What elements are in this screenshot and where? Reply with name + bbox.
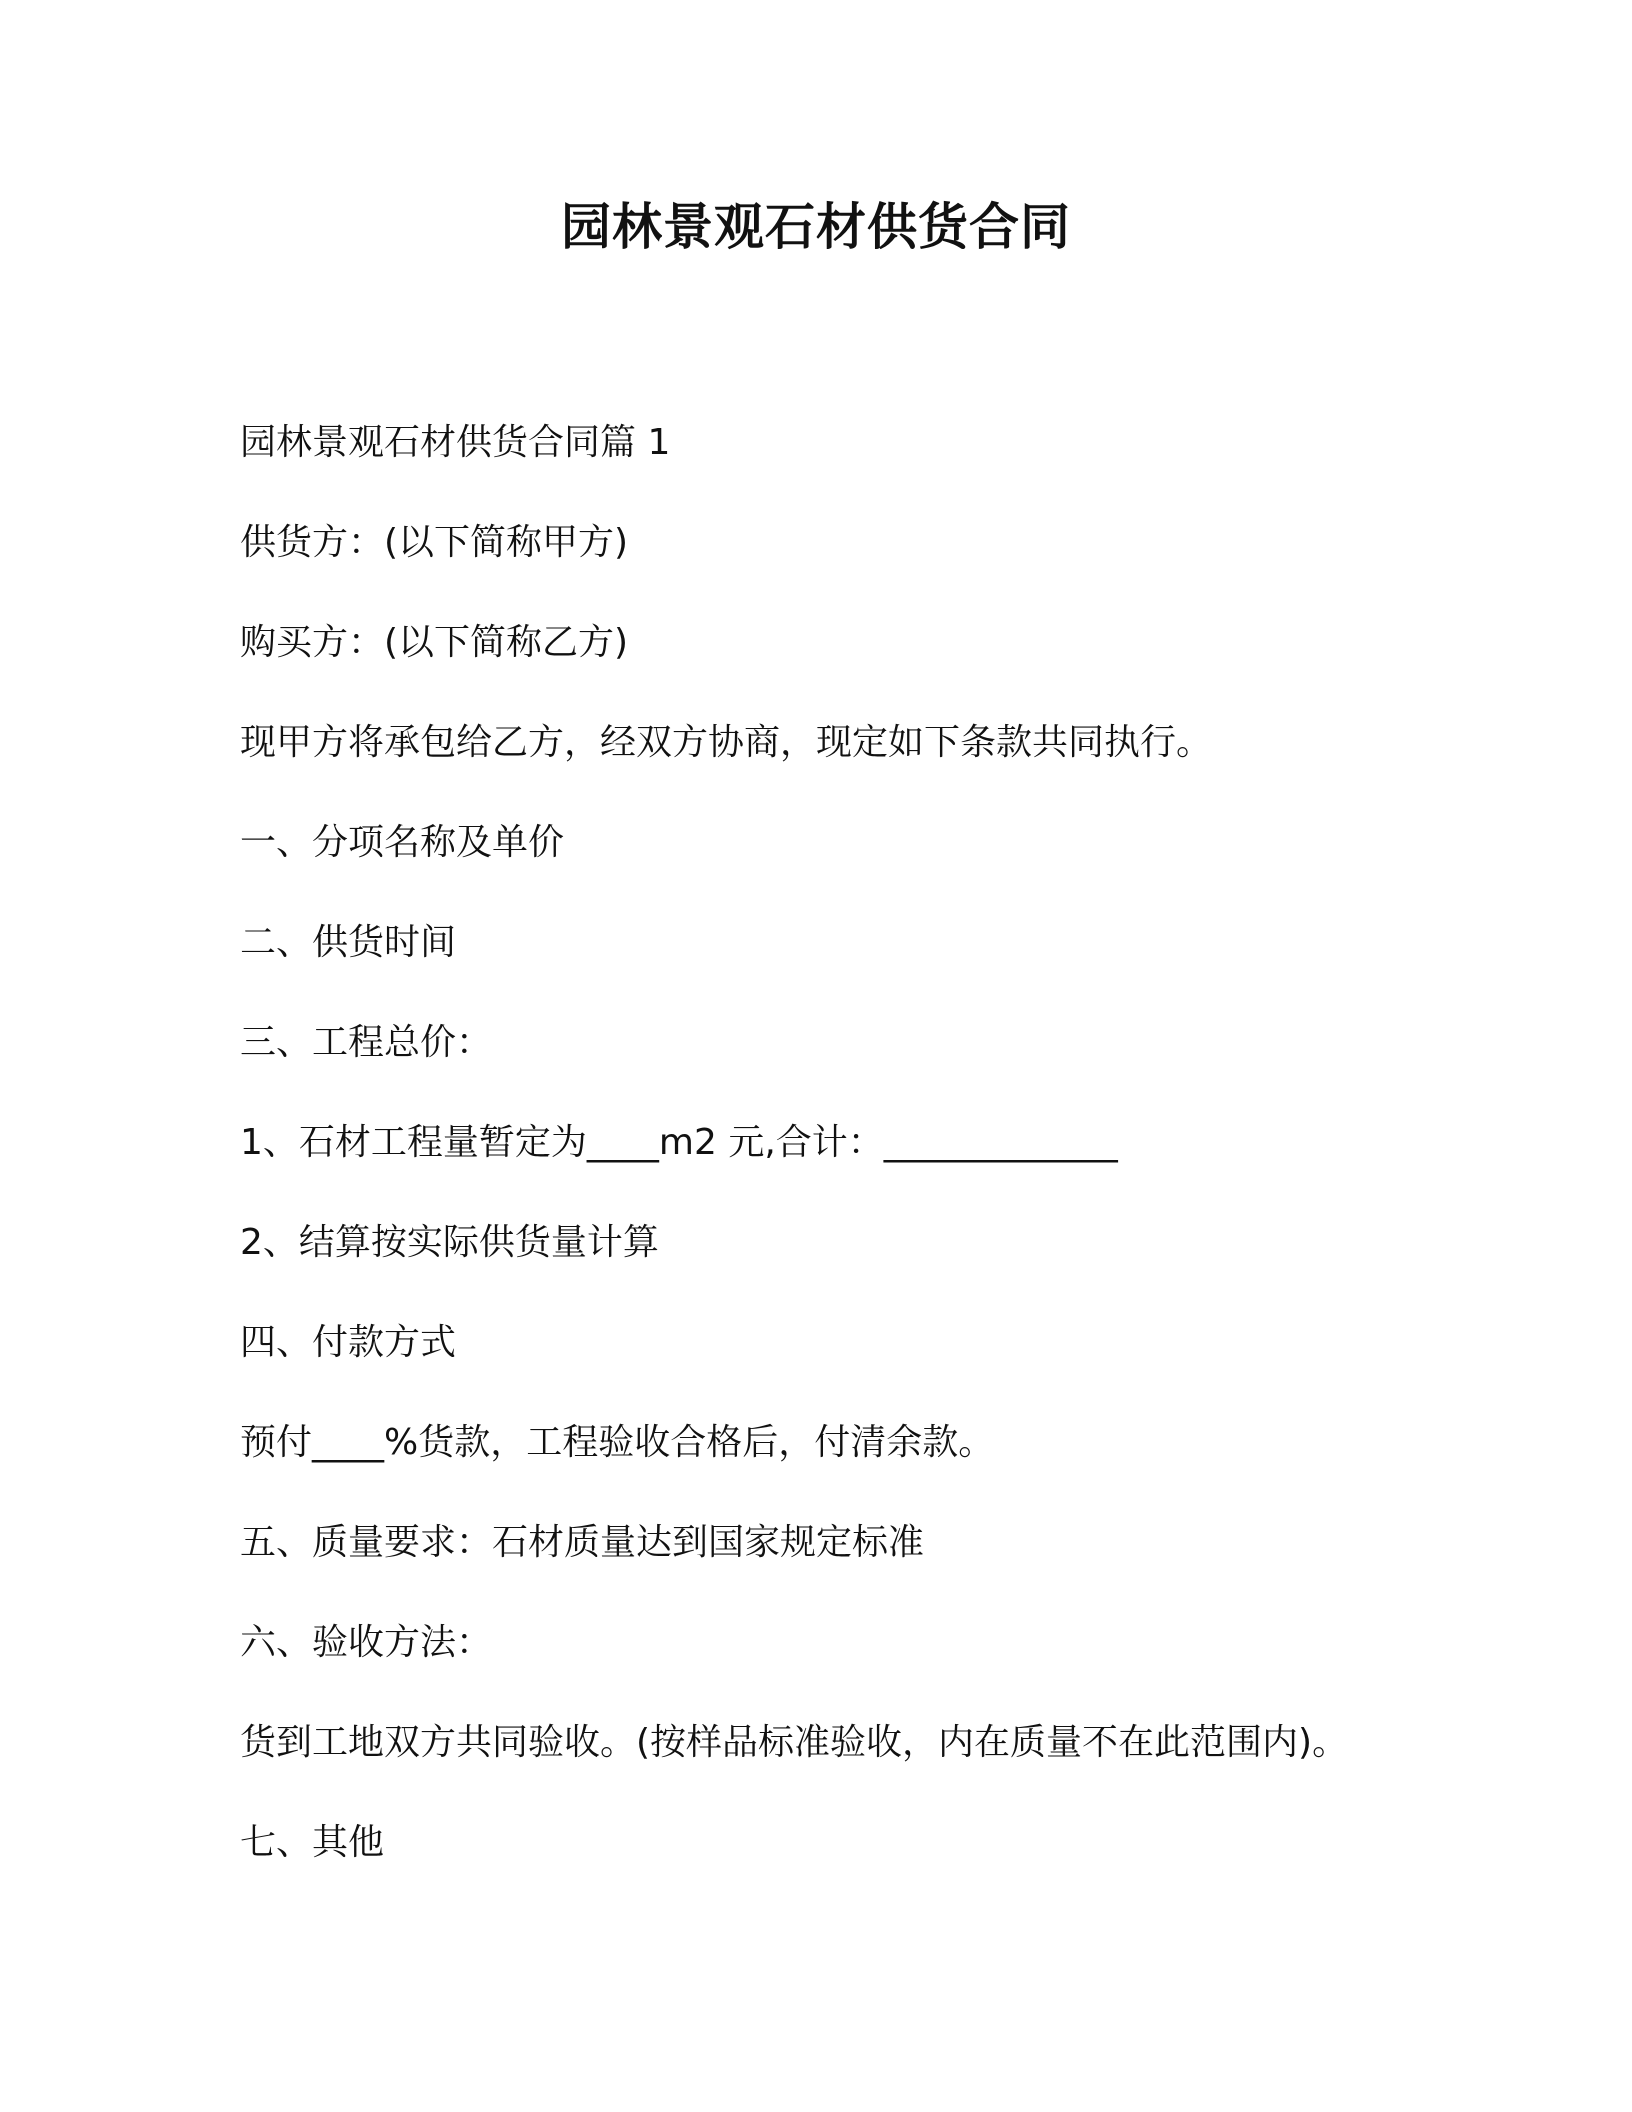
clause-item: 2、结算按实际供货量计算 [240, 1222, 659, 1263]
acceptance-terms: 货到工地双方共同验收。(按样品标准验收，内在质量不在此范围内)。 [240, 1722, 1349, 1763]
clause-heading-2: 二、供货时间 [240, 922, 457, 963]
supplier-line: 供货方：(以下简称甲方) [240, 522, 629, 563]
document-title: 园林景观石材供货合同 [561, 198, 1071, 256]
clause-item: 1、石材工程量暂定为____m2 元,合计：_____________ [240, 1122, 1118, 1163]
clause-heading-5: 五、质量要求：石材质量达到国家规定标准 [240, 1522, 925, 1563]
clause-heading-3: 三、工程总价： [240, 1022, 493, 1063]
clause-heading-7: 七、其他 [240, 1822, 385, 1863]
contract-body [240, 418, 1440, 1918]
section-heading: 园林景观石材供货合同篇 1 [240, 422, 671, 463]
clause-heading-1: 一、分项名称及单价 [240, 822, 565, 863]
buyer-line: 购买方：(以下简称乙方) [240, 622, 629, 663]
clause-heading-4: 四、付款方式 [240, 1322, 457, 1363]
preamble-paragraph: 现甲方将承包给乙方，经双方协商，现定如下条款共同执行。 [240, 722, 1213, 763]
payment-terms: 预付____%货款，工程验收合格后，付清余款。 [240, 1422, 995, 1463]
clause-heading-6: 六、验收方法： [240, 1622, 493, 1663]
